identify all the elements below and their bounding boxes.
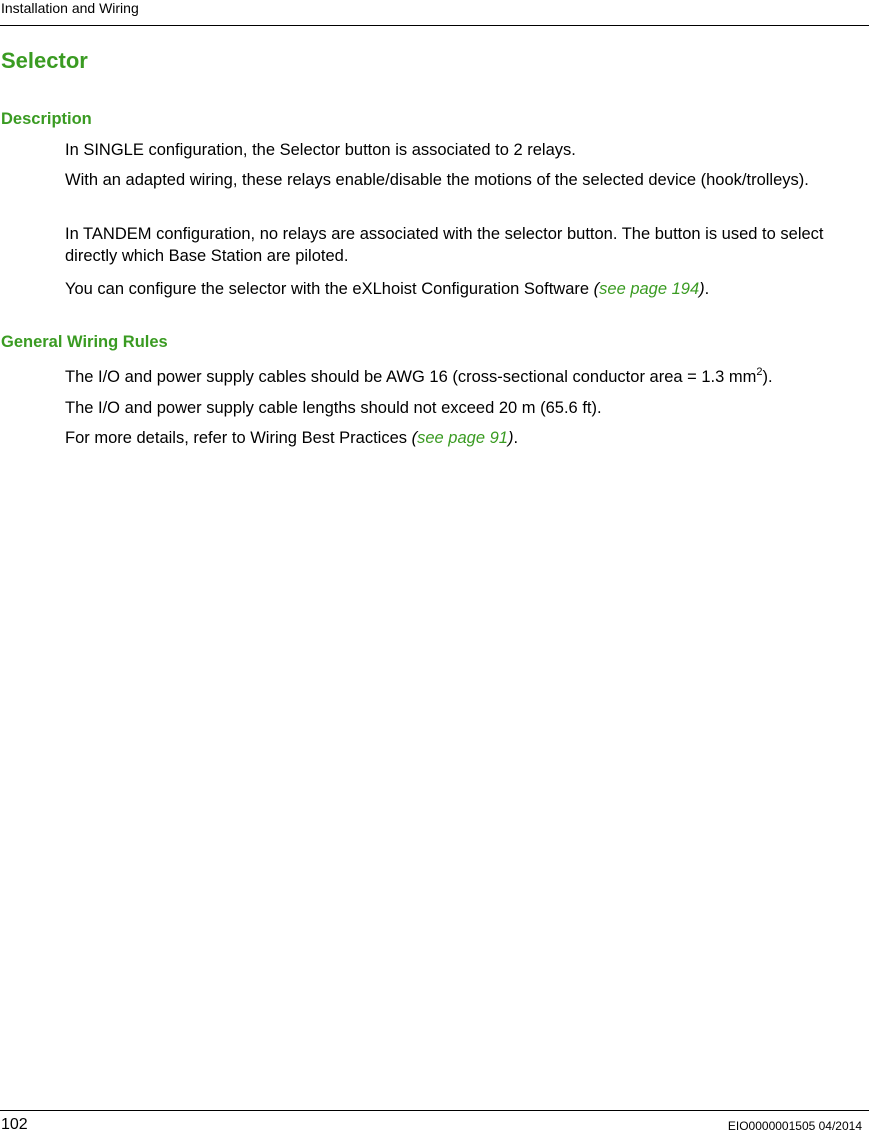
document-reference: EIO0000001505 04/2014 [727, 1119, 862, 1133]
wiring-paragraph-1-text: The I/O and power supply cables should be AWG 16 (cross-sectional conductor area = 1.3 mm [65, 368, 757, 386]
wiring-paragraph-3-text: For more details, refer to Wiring Best Practices [65, 429, 412, 447]
footer-rule [0, 1110, 869, 1111]
xref-close-paren: ) [699, 280, 705, 298]
description-paragraph-3: In TANDEM configuration, no relays are associated with the selector button. The button is used to select directly which Base Station are piloted. [65, 225, 824, 265]
see-page-194-link[interactable]: see page 194 [599, 280, 700, 298]
general-wiring-rules-heading: General Wiring Rules [1, 333, 168, 351]
description-heading: Description [1, 110, 92, 128]
page-number: 102 [1, 1116, 28, 1133]
description-paragraph-2: With an adapted wiring, these relays enable/disable the motions of the selected device (hook/trolleys). [65, 171, 809, 189]
description-paragraph-4-end: . [704, 280, 710, 298]
wiring-paragraph-1 [65, 366, 869, 388]
wiring-paragraph-1-end: ). [762, 368, 773, 386]
running-header: Installation and Wiring [1, 0, 139, 16]
wiring-paragraph-2: The I/O and power supply cable lengths should not exceed 20 m (65.6 ft). [65, 399, 602, 417]
header-rule [0, 25, 869, 26]
wiring-paragraph-3-end: . [513, 429, 519, 447]
superscript-squared: 2 [756, 366, 763, 378]
page-title: Selector [1, 48, 88, 73]
xref-open-paren: ( [411, 429, 418, 447]
description-paragraph-1: In SINGLE configuration, the Selector button is associated to 2 relays. [65, 141, 576, 159]
description-paragraph-4-text: You can configure the selector with the eXLhoist Configuration Software [65, 280, 594, 298]
see-page-91-link[interactable]: see page 91 [417, 429, 508, 447]
xref-open-paren: ( [593, 280, 600, 298]
xref-close-paren: ) [507, 429, 514, 447]
description-paragraph-4 [65, 278, 869, 300]
wiring-paragraph-3 [65, 427, 869, 449]
